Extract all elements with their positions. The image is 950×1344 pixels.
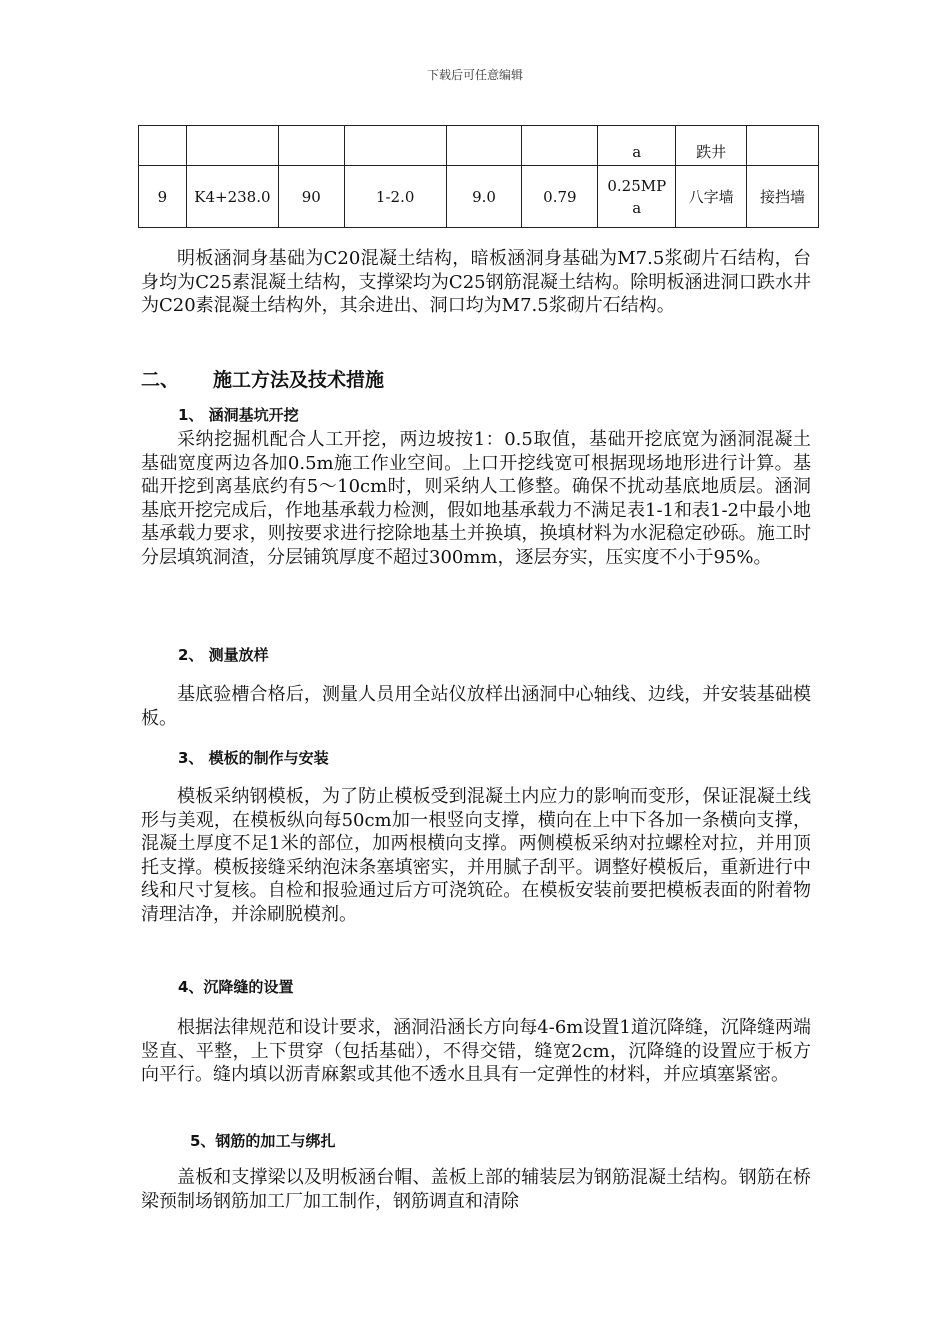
table-cell: 1-2.0 (344, 166, 446, 228)
subsection-paragraph: 模板采纳钢模板，为了防止模板受到混凝土内应力的影响而变形，保证混凝土线形与美观，在模板纵向每50cm加一根竖向支撑，横向在上中下各加一条横向支撑，混凝土厚度不足1米的部位，加两根横向支撑。两侧模板采纳对拉螺栓对拉，并用顶托支撑。模板接缝采纳泡沫条塞填密实，并用腻子刮平。调整好模板后，重新进行中线和尺寸复核。自检和报验通过后方可浇筑砼。在模板安装前要把模板表面的附着物清理洁净，并涂刷脱模剂。 (141, 786, 811, 925)
table-cell (139, 126, 187, 166)
table-cell (278, 126, 344, 166)
table-row (139, 126, 819, 166)
table-row (139, 166, 819, 228)
subsection-heading: 2、 测量放样 (178, 646, 269, 664)
table-cell (186, 126, 278, 166)
table-cell: 八字墙 (676, 166, 747, 228)
subsection-heading: 3、 模板的制作与安装 (178, 749, 329, 767)
culvert-spec-table (138, 125, 819, 228)
subsection-paragraph: 基底验槽合格后，测量人员用全站仪放样出涵洞中心轴线、边线，并安装基础模板。 (141, 684, 811, 729)
subsection-heading: 5、钢筋的加工与绑扎 (190, 1132, 336, 1150)
table-cell: 0.25MPa (598, 166, 676, 228)
section-heading (141, 365, 384, 392)
page-header: 下载后可任意编辑 (426, 68, 523, 82)
table-cell (747, 126, 819, 166)
table-cell: a (598, 126, 676, 166)
section-number: 二、 (141, 369, 180, 391)
table-cell: 9 (139, 166, 187, 228)
table-cell: 接挡墙 (747, 166, 819, 228)
table-cell: 90 (278, 166, 344, 228)
table-cell (446, 126, 522, 166)
table-cell: 0.79 (522, 166, 598, 228)
intro-paragraph: 明板涵洞身基础为C20混凝土结构，暗板涵洞身基础为M7.5浆砌片石结构，台身均为C25素混凝土结构，支撑梁均为C25钢筋混凝土结构。除明板涵进洞口跌水井为C20素混凝土结构外，其余进出、洞口均为M7.5浆砌片石结构。 (141, 248, 811, 316)
subsection-heading: 1、 涵洞基坑开挖 (178, 406, 299, 424)
table-cell: K4+238.0 (186, 166, 278, 228)
table-cell (344, 126, 446, 166)
subsection-paragraph: 采纳挖掘机配合人工开挖，两边坡按1：0.5取值，基础开挖底宽为涵洞混凝土基础宽度两边各加0.5m施工作业空间。上口开挖线宽可根据现场地形进行计算。基础开挖到离基底约有5～10cm时，则采纳人工修整。确保不扰动基底地质层。涵洞基底开挖完成后，作地基承载力检测，假如地基承载力不满足表1-1和表1-2中最小地基承载力要求，则按要求进行挖除地基土并换填，换填材料为水泥稳定砂砾。施工时分层填筑洞渣，分层铺筑厚度不超过300mm，逐层夯实，压实度不小于95%。 (141, 429, 811, 568)
table-cell (522, 126, 598, 166)
table-cell: 9.0 (446, 166, 522, 228)
table-cell: 跌井 (676, 126, 747, 166)
subsection-paragraph: 盖板和支撑梁以及明板涵台帽、盖板上部的辅装层为钢筋混凝土结构。钢筋在桥梁预制场钢筋加工厂加工制作，钢筋调直和清除 (141, 1167, 811, 1212)
section-title: 施工方法及技术措施 (213, 369, 385, 391)
subsection-heading: 4、沉降缝的设置 (178, 978, 294, 996)
subsection-paragraph: 根据法律规范和设计要求，涵洞沿涵长方向每4-6m设置1道沉降缝，沉降缝两端竖直、平整，上下贯穿（包括基础），不得交错，缝宽2cm，沉降缝的设置应于板方向平行。缝内填以沥青麻絮或其他不透水且具有一定弹性的材料，并应填塞紧密。 (141, 1017, 811, 1085)
